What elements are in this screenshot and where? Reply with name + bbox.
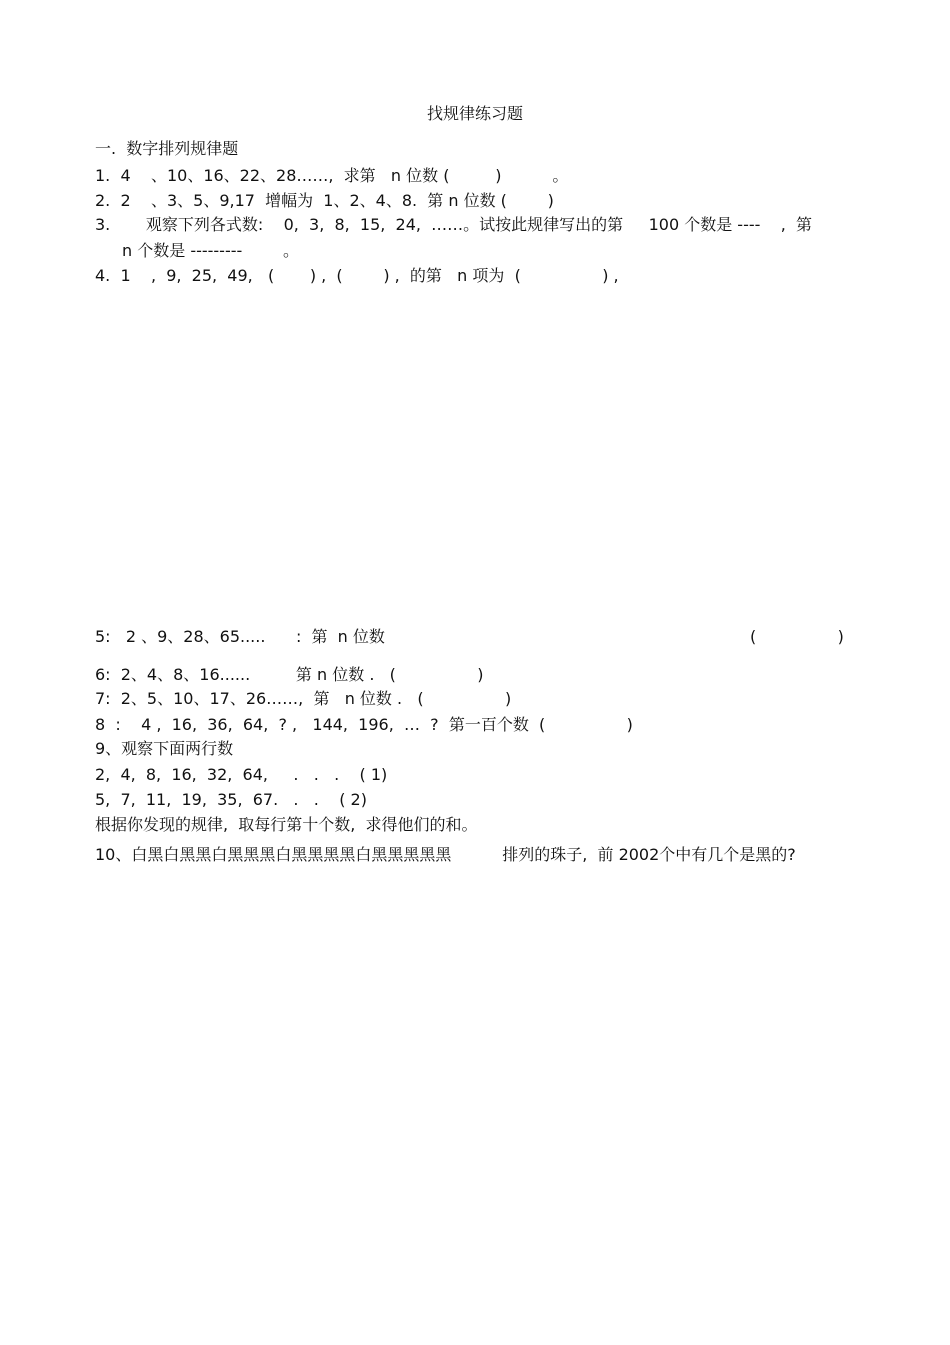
question-9-prompt: 根据你发现的规律, 取每行第十个数, 求得他们的和。: [95, 815, 478, 834]
question-9-row-1: 2, 4, 8, 16, 32, 64, . . . ( 1): [95, 765, 388, 784]
question-3-line-1: 3. 观察下列各式数: 0, 3, 8, 15, 24, ……。试按此规律写出的第 100 个数是 ---- , 第: [95, 215, 812, 234]
section-heading: 一. 数字排列规律题: [95, 139, 239, 158]
question-10: 10、白黑白黑黑白黑黑黑白黑黑黑黑白黑黑黑黑黑 排列的珠子, 前 2002个中有几个是黑的?: [95, 845, 796, 864]
question-9-title: 9、观察下面两行数: [95, 739, 234, 758]
question-3-line-2: n 个数是 --------- 。: [122, 241, 299, 260]
question-8: 8 : 4 , 16, 36, 64, ? , 144, 196, … ? 第一百个数 ( ): [95, 715, 633, 734]
question-2: 2. 2 、3、5、9,17 增幅为 1、2、4、8. 第 n 位数 ( ): [95, 191, 554, 210]
document-title: 找规律练习题: [426, 104, 523, 123]
question-5: 5: 2 、9、28、65..... : 第 n 位数: [95, 627, 385, 646]
question-7: 7: 2、5、10、17、26……, 第 n 位数 . ( ): [95, 689, 512, 708]
question-5-answer-blank: ( ): [750, 627, 844, 646]
question-6: 6: 2、4、8、16...... 第 n 位数 . ( ): [95, 665, 484, 684]
question-1: 1. 4 、10、16、22、28……, 求第 n 位数 ( ) 。: [95, 166, 569, 185]
question-9-row-2: 5, 7, 11, 19, 35, 67. . . ( 2): [95, 790, 367, 809]
question-4: 4. 1 , 9, 25, 49, ( ) , ( ) , 的第 n 项为 ( ) ,: [95, 266, 619, 285]
